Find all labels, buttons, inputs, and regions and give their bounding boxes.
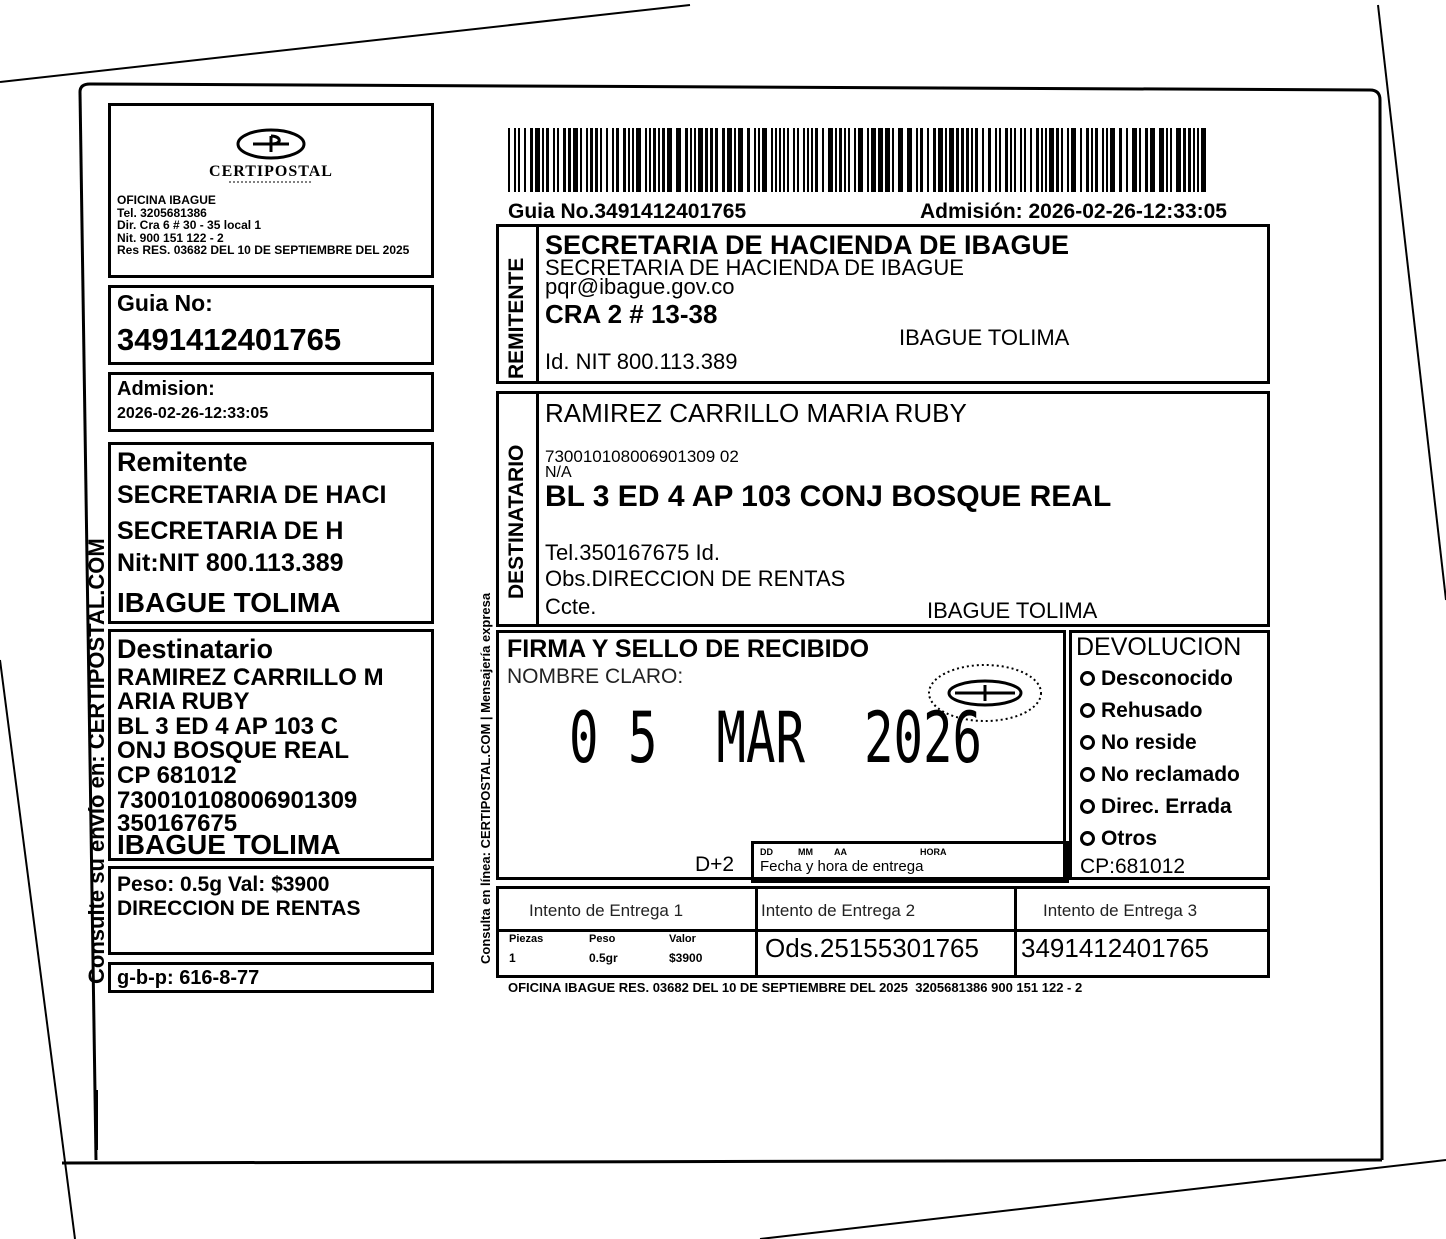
destinatario-tel: Tel.350167675 Id.: [545, 540, 720, 565]
remitente-name2: SECRETARIA DE HACIENDA DE IBAGUE: [545, 255, 964, 280]
office-dir: Dir. Cra 6 # 30 - 35 local 1: [117, 218, 262, 232]
dest-line1: RAMIREZ CARRILLO M: [117, 664, 384, 691]
devolucion-cp: CP:681012: [1080, 855, 1186, 878]
remitente-nit: Nit:NIT 800.113.389: [117, 549, 344, 577]
office-tel: Tel. 3205681386: [117, 205, 207, 220]
header-admision: Admisión: 2026-02-26-12:33:05: [920, 200, 1227, 223]
dest-cp: CP 681012: [117, 762, 237, 789]
gbp-box: [108, 962, 434, 993]
dd-label: DD: [760, 847, 773, 857]
admision-value: 2026-02-26-12:33:05: [117, 405, 269, 422]
destinatario-na: N/A: [545, 464, 572, 481]
nombre-claro-label: NOMBRE CLARO:: [507, 665, 684, 688]
stamp-seal-icon: [925, 663, 1045, 727]
valor-label: Valor: [669, 933, 696, 945]
office-res: Res RES. 03682 DEL 10 DE SEPTIEMBRE DEL 2025: [117, 243, 410, 257]
office-info: [117, 194, 409, 257]
dest-line2: ARIA RUBY: [117, 688, 250, 715]
radio-icon: [1080, 735, 1095, 750]
dest-code: 730010108006901309: [117, 787, 358, 814]
destinatario-ccte: Ccte.: [545, 594, 597, 619]
destinatario-box: [108, 629, 434, 861]
guia-number: 3491412401765: [117, 322, 342, 357]
peso-detail: 0.5gr: [589, 951, 618, 965]
gbp-value: g-b-p: 616-8-77: [117, 967, 260, 989]
footer-text: OFICINA IBAGUE RES. 03682 DEL 10 DE SEPTIEMBRE DEL 2025 3205681386 900 151 122 - 2: [508, 980, 1083, 995]
office-name: OFICINA IBAGUE: [117, 193, 216, 207]
radio-icon: [1080, 767, 1095, 782]
remitente-name1: SECRETARIA DE HACIENDA DE IBAGUE: [545, 230, 1070, 260]
dest-city: IBAGUE TOLIMA: [117, 829, 341, 860]
intento-1: Intento de Entrega 1: [529, 901, 684, 920]
intento-2: Intento de Entrega 2: [761, 901, 916, 920]
peso-box: [108, 866, 434, 955]
fecha-entrega-box: [751, 841, 1069, 883]
remitente-line1: SECRETARIA DE HACI: [117, 481, 387, 509]
side-consulta-text: Consulta en línea: CERTIPOSTAL.COM | Mensajería expresa: [478, 592, 493, 964]
remitente-section: [496, 224, 1270, 384]
devolucion-title: DEVOLUCION: [1076, 633, 1242, 661]
d-plus-label: D+2: [695, 853, 735, 876]
piezas-value: 1: [509, 951, 516, 965]
radio-icon: [1080, 703, 1095, 718]
admision-box: [108, 372, 434, 432]
firma-title: FIRMA Y SELLO DE RECIBIDO: [507, 635, 870, 663]
radio-icon: [1080, 671, 1095, 686]
guia-box: [108, 285, 434, 365]
devolucion-section: [1069, 630, 1270, 880]
firma-section: [496, 630, 1066, 880]
option-direc-errada[interactable]: Direc. Errada: [1080, 795, 1232, 819]
fecha-entrega-label: Fecha y hora de entrega: [760, 858, 924, 875]
destinatario-side-label: DESTINATARIO: [505, 444, 528, 599]
office-nit: Nit. 900 151 122 - 2: [117, 230, 224, 245]
valor-value: $3900: [669, 951, 703, 965]
intento-3: Intento de Entrega 3: [1043, 901, 1198, 920]
aa-label: AA: [834, 847, 847, 857]
option-otros[interactable]: Otros: [1080, 827, 1157, 851]
destinatario-address: BL 3 ED 4 AP 103 CONJ BOSQUE REAL: [545, 480, 1112, 513]
remitente-city: IBAGUE TOLIMA: [899, 325, 1070, 350]
svg-text:CERTIPOSTAL: CERTIPOSTAL: [209, 163, 333, 180]
peso-obs: DIRECCION DE RENTAS: [117, 897, 361, 920]
intento-guia: 3491412401765: [1021, 933, 1209, 963]
destinatario-label: Destinatario: [117, 634, 274, 664]
certipostal-logo-icon: [191, 126, 351, 186]
remitente-label: Remitente: [117, 447, 248, 477]
remitente-box: [108, 442, 434, 624]
peso-label: Peso: [589, 933, 616, 945]
intentos-section: [496, 886, 1270, 978]
piezas-label: Piezas: [509, 933, 544, 945]
radio-icon: [1080, 831, 1095, 846]
peso-value: Peso: 0.5g Val: $3900: [117, 873, 330, 896]
header-guia: Guia No.3491412401765: [508, 200, 747, 223]
side-consulte-text: Consulte su envío en: CERTIPOSTAL.COM: [84, 538, 109, 984]
destinatario-code: 730010108006901309 02: [545, 447, 739, 466]
office-box: [108, 103, 434, 278]
radio-icon: [1080, 799, 1095, 814]
destinatario-name: RAMIREZ CARRILLO MARIA RUBY: [545, 398, 967, 428]
remitente-line2: SECRETARIA DE H: [117, 517, 344, 545]
destinatario-city: IBAGUE TOLIMA: [927, 598, 1098, 623]
destinatario-obs: Obs.DIRECCION DE RENTAS: [545, 566, 846, 591]
hora-label: HORA: [920, 847, 947, 857]
dest-line4: ONJ BOSQUE REAL: [117, 737, 350, 764]
option-no-reclamado[interactable]: No reclamado: [1080, 763, 1240, 787]
remitente-id: Id. NIT 800.113.389: [545, 349, 738, 374]
ods-number: Ods.25155301765: [765, 933, 979, 963]
option-no-reside[interactable]: No reside: [1080, 731, 1197, 755]
dest-line3: BL 3 ED 4 AP 103 C: [117, 713, 338, 740]
remitente-city: IBAGUE TOLIMA: [117, 587, 341, 618]
option-desconocido[interactable]: Desconocido: [1080, 667, 1233, 691]
remitente-side-label: REMITENTE: [505, 257, 528, 379]
option-rehusado[interactable]: Rehusado: [1080, 699, 1203, 723]
destinatario-section: [496, 391, 1270, 627]
stamp-date: 0 5 MAR 2026: [569, 697, 983, 779]
remitente-address: CRA 2 # 13-38: [545, 299, 718, 329]
dest-tel: 350167675: [117, 810, 238, 837]
admision-label: Admision:: [117, 378, 215, 400]
remitente-email: pqr@ibague.gov.co: [545, 274, 735, 299]
mm-label: MM: [798, 847, 813, 857]
guia-label: Guia No:: [117, 290, 213, 316]
barcode-icon: [508, 128, 1208, 192]
